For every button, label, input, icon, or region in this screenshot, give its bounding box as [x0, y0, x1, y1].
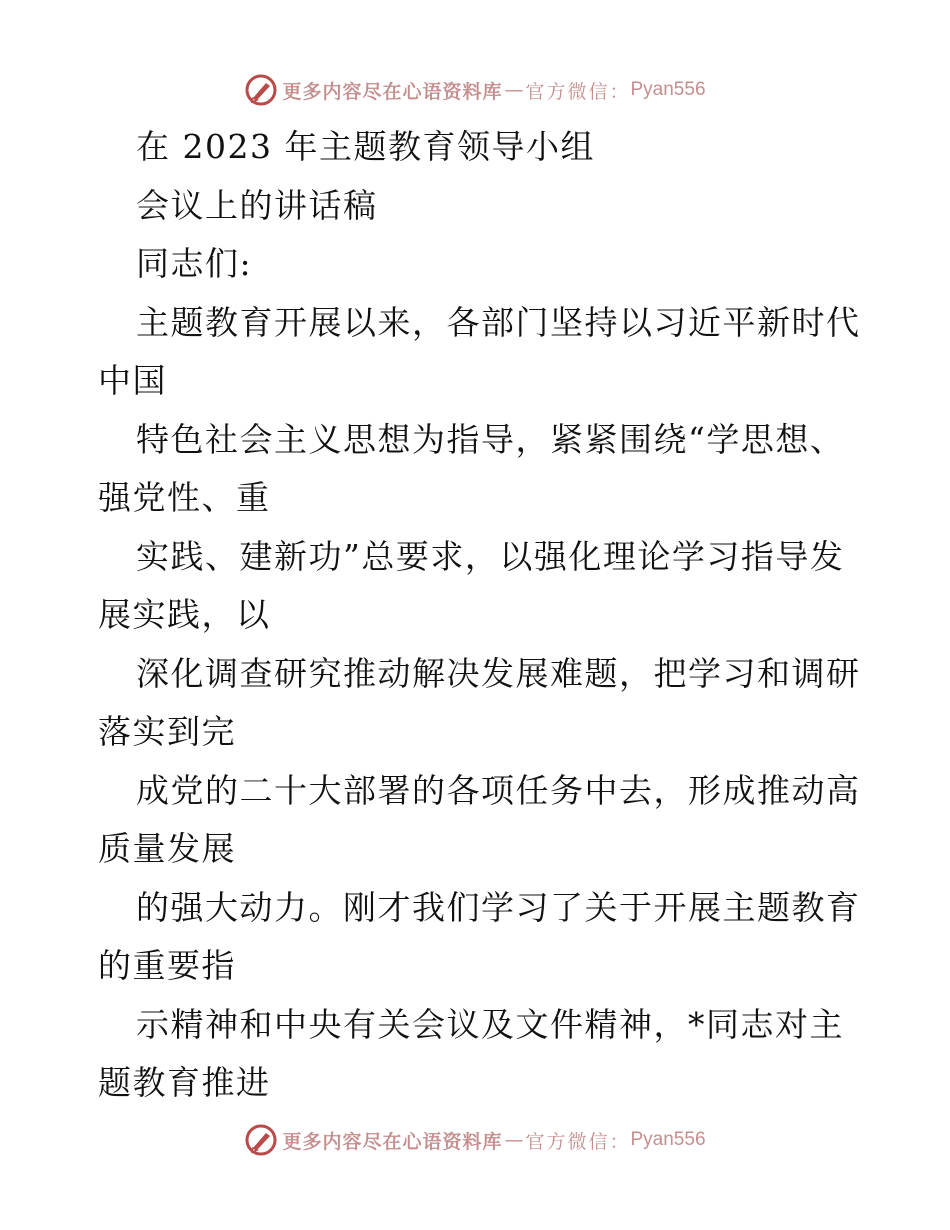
paragraph-line: 中国: [98, 361, 167, 400]
watermark-main-text: 更多内容尽在心语资料库: [282, 1130, 503, 1153]
pen-logo-icon: [244, 73, 278, 107]
watermark-wechat-label: 官方微信：: [525, 80, 631, 103]
paragraph-line: 实践、建新功”总要求，以强化理论学习指导发: [136, 536, 845, 576]
paragraph-line: 主题教育开展以来，各部门坚持以习近平新时代: [136, 302, 861, 342]
paragraph-line: 展实践，以: [98, 595, 271, 634]
paragraph-line: 深化调查研究推动解决发展难题，把学习和调研: [136, 653, 861, 693]
watermark-wechat-id: Pyan556: [630, 79, 706, 100]
paragraph-line: 的重要指: [98, 946, 236, 985]
paragraph-line: 成党的二十大部署的各项任务中去，形成推动高: [136, 770, 861, 810]
paragraph-line: 落实到完: [98, 712, 236, 751]
salutation: 同志们:: [136, 244, 253, 283]
paragraph-line: 质量发展: [98, 829, 236, 868]
watermark-dash: —: [504, 1129, 524, 1151]
watermark-dash: —: [504, 79, 524, 101]
title-line-1: 在 2023 年主题教育领导小组: [136, 127, 595, 166]
paragraph-line: 示精神和中央有关会议及文件精神，*同志对主: [136, 1004, 844, 1044]
title-line-2: 会议上的讲话稿: [136, 185, 378, 225]
pen-logo-icon: [244, 1123, 278, 1157]
paragraph-line: 的强大动力。刚才我们学习了关于开展主题教育: [136, 887, 861, 927]
watermark-main-text: 更多内容尽在心语资料库: [282, 80, 503, 103]
footer-watermark: [0, 1120, 950, 1160]
paragraph-line: 题教育推进: [98, 1063, 271, 1102]
watermark-wechat-label: 官方微信：: [525, 1130, 631, 1153]
document-body: [98, 118, 861, 1113]
paragraph-line: 强党性、重: [98, 478, 271, 517]
paragraph-line: 特色社会主义思想为指导，紧紧围绕“学思想、: [136, 419, 845, 459]
watermark-wechat-id: Pyan556: [630, 1129, 706, 1150]
header-watermark: [0, 70, 950, 110]
